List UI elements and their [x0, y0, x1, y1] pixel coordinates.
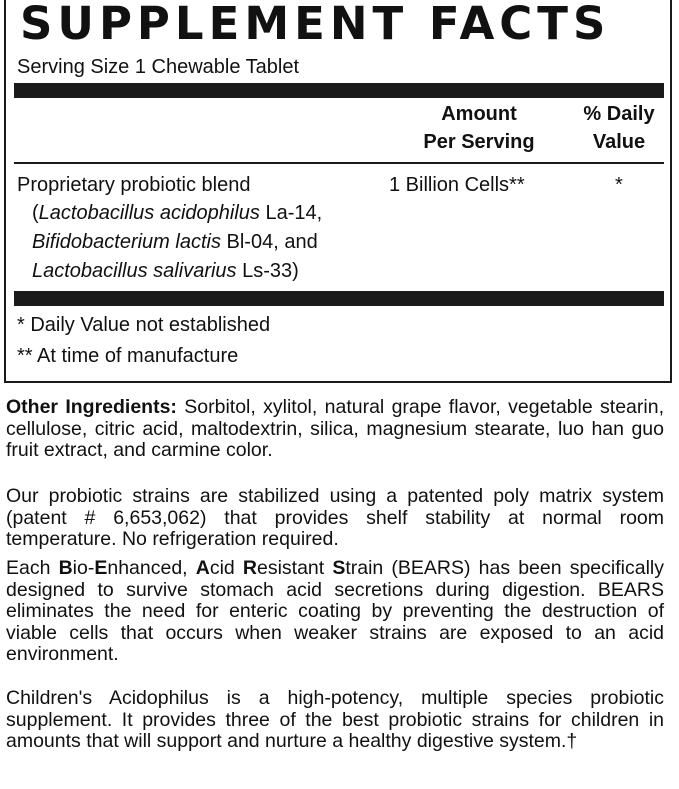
footnote-manufacture: ** At time of manufacture — [17, 345, 239, 367]
other-ingredients-label: Other Ingredients: — [6, 396, 177, 418]
amount-header-line2: Per Serving — [423, 131, 535, 153]
divider-thin — [14, 162, 664, 164]
divider-thick-top — [14, 83, 664, 98]
strain-3-code: Ls-33) — [236, 260, 299, 282]
bears-text-0: Each — [6, 557, 59, 579]
childrens-acidophilus-paragraph: Children's Acidophilus is a high-potency, multiple species probiotic supplement. It provides three of the best probiotic strains for children in amounts that will support and nurture a healthy digestive system.† — [6, 687, 664, 752]
amount-per-serving-header — [409, 100, 549, 156]
other-ingredients-text: Sorbitol, xylitol, natural grape flavor, vegetable stearin, cellulose, citric acid, maltodextrin, silica, magnesium stearate, luo han guo fruit extract, and carmine color. — [6, 396, 664, 461]
strain-line-3 — [32, 257, 322, 286]
strain-list — [32, 199, 322, 286]
bears-text-3: cid — [209, 557, 243, 579]
serving-size: Serving Size 1 Chewable Tablet — [17, 56, 300, 78]
ingredient-daily-value: * — [615, 174, 623, 196]
footnote-daily-value: * Daily Value not established — [17, 314, 271, 336]
panel-title: SUPPLEMENT FACTS — [20, 0, 611, 50]
dv-header-line2: Value — [592, 131, 646, 153]
amount-header-line1: Amount — [441, 103, 517, 125]
bears-initial-a: A — [195, 557, 210, 579]
bears-initial-s: S — [332, 557, 346, 579]
bears-initial-r: R — [242, 557, 257, 579]
bears-text-2: nhanced, — [107, 557, 196, 579]
ingredient-name: Proprietary probiotic blend — [17, 174, 251, 196]
strain-1-name: Lactobacillus acidophilus — [38, 202, 260, 224]
bears-initial-e: E — [94, 557, 108, 579]
strain-line-1 — [32, 199, 322, 228]
bears-paragraph — [6, 558, 664, 666]
dv-header-line1: % Daily — [583, 103, 655, 125]
daily-value-header — [571, 100, 667, 156]
ingredient-amount: 1 Billion Cells** — [389, 174, 525, 196]
strain-line-2 — [32, 228, 322, 257]
strain-1-code: La-14, — [259, 202, 323, 224]
bears-text-4: esistant — [256, 557, 333, 579]
other-ingredients — [6, 397, 664, 462]
stabilization-paragraph: Our probiotic strains are stabilized using a patented poly matrix system (patent # 6,653,062) that provides shelf stability at normal room temperature. No refrigeration required. — [6, 485, 664, 550]
bears-initial-b: B — [58, 557, 73, 579]
strain-open-paren: ( — [32, 202, 39, 224]
strain-2-code: Bl-04, and — [220, 231, 318, 253]
bears-text-1: io- — [72, 557, 95, 579]
bears-text-5: train (BEARS) has been specifically designed to survive stomach acid secretions during digestion. BEARS eliminates the need for enteric coating by preventing the destruction of viable cells that occurs when weaker strains are exposed to an acid environment. — [6, 557, 664, 665]
supplement-facts-panel — [4, 0, 672, 383]
strain-2-name: Bifidobacterium lactis — [32, 231, 221, 253]
divider-thick-bottom — [14, 291, 664, 306]
strain-3-name: Lactobacillus salivarius — [32, 260, 237, 282]
